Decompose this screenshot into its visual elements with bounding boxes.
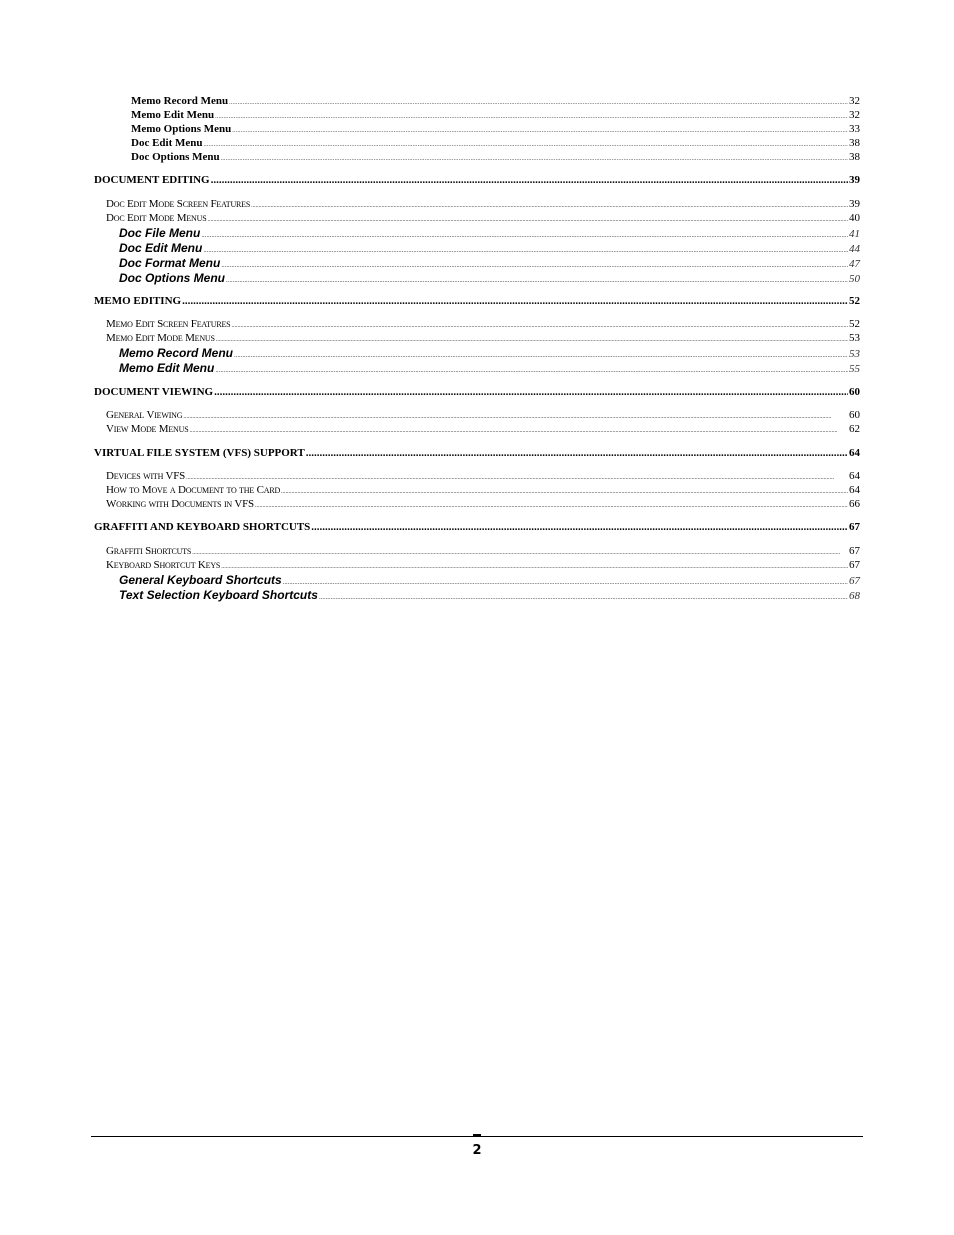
toc-entry[interactable]	[119, 361, 860, 375]
dot-leader	[215, 368, 848, 374]
toc-entry-title: VIRTUAL FILE SYSTEM (VFS) SUPPORT	[94, 447, 305, 459]
toc-entry-page: 67	[849, 545, 860, 557]
toc-entry-page: 40	[849, 212, 860, 224]
dot-leader	[251, 203, 848, 209]
toc-entry-page: 53	[849, 348, 860, 360]
page-number: 2	[472, 1143, 482, 1158]
toc-entry-page: 38	[849, 137, 860, 149]
dot-leader	[216, 337, 848, 343]
dot-leader	[186, 475, 848, 481]
toc-entry-page: 68	[849, 590, 860, 602]
dot-leader	[311, 521, 848, 533]
dot-leader	[192, 550, 848, 556]
toc-entry[interactable]	[119, 588, 860, 602]
toc-entry-title: Memo Options Menu	[131, 123, 232, 135]
toc-entry-title: DOCUMENT VIEWING	[94, 386, 214, 398]
toc-entry-page: 64	[849, 484, 860, 496]
dot-leader	[232, 128, 848, 134]
toc-entry-title: Doc Options Menu	[119, 271, 225, 285]
toc-entry-page: 50	[849, 273, 860, 285]
toc-entry[interactable]	[106, 409, 860, 421]
toc-entry-title: How to Move a Document to the Card	[106, 484, 281, 496]
toc-entry-title: DOCUMENT EDITING	[94, 174, 210, 186]
toc-entry-page: 41	[849, 228, 860, 240]
toc-entry[interactable]	[106, 318, 860, 330]
toc-entry-title: Doc File Menu	[119, 226, 201, 240]
toc-entry-title: Doc Options Menu	[131, 151, 220, 163]
toc-entry-page: 64	[849, 470, 860, 482]
dot-leader	[221, 263, 848, 269]
toc-entry[interactable]	[106, 332, 860, 344]
toc-entry-title: Doc Edit Menu	[119, 241, 203, 255]
toc-entry-page: 67	[849, 575, 860, 587]
dot-leader	[281, 489, 848, 495]
toc-entry-title: Doc Edit Mode Screen Features	[106, 198, 251, 210]
toc-entry[interactable]	[94, 174, 860, 186]
dot-leader	[183, 414, 848, 420]
toc-entry-title: View Mode Menus	[106, 423, 189, 435]
toc-entry[interactable]	[94, 447, 860, 459]
toc-entry-page: 44	[849, 243, 860, 255]
toc-entry-title: Graffiti Shortcuts	[106, 545, 192, 557]
toc-entry-title: Memo Edit Menu	[131, 109, 215, 121]
toc-entry[interactable]	[106, 470, 860, 482]
toc-entry-page: 47	[849, 258, 860, 270]
toc-entry-title: Doc Format Menu	[119, 256, 221, 270]
footer-tick-mark	[473, 1134, 481, 1136]
toc-entry-page: 38	[849, 151, 860, 163]
toc-entry-page: 55	[849, 363, 860, 375]
dot-leader	[215, 114, 848, 120]
toc-entry-title: Memo Record Menu	[119, 346, 234, 360]
toc-entry[interactable]	[106, 212, 860, 224]
toc-entry-title: Working with Documents in VFS	[106, 498, 254, 510]
dot-leader	[207, 217, 848, 223]
dot-leader	[189, 428, 848, 434]
toc-entry-page: 52	[849, 295, 860, 307]
dot-leader	[255, 503, 848, 509]
toc-entry-title: Memo Edit Menu	[119, 361, 215, 375]
toc-entry[interactable]	[131, 123, 860, 135]
toc-entry-title: MEMO EDITING	[94, 295, 182, 307]
dot-leader	[211, 174, 848, 186]
toc-entry[interactable]	[131, 95, 860, 107]
toc-entry[interactable]	[119, 271, 860, 285]
toc-entry-page: 39	[849, 198, 860, 210]
toc-entry-page: 60	[849, 409, 860, 421]
toc-entry-page: 67	[849, 559, 860, 571]
toc-entry[interactable]	[119, 256, 860, 270]
toc-entry[interactable]	[106, 498, 860, 510]
toc-entry-title: Memo Edit Screen Features	[106, 318, 231, 330]
toc-entry-page: 67	[849, 521, 860, 533]
toc-entry-page: 64	[849, 447, 860, 459]
dot-leader	[221, 564, 848, 570]
dot-leader	[306, 447, 848, 459]
toc-entry[interactable]	[94, 521, 860, 533]
toc-entry[interactable]	[119, 241, 860, 255]
toc-entry[interactable]	[119, 226, 860, 240]
toc-entry[interactable]	[106, 198, 860, 210]
toc-entry-title: Keyboard Shortcut Keys	[106, 559, 221, 571]
toc-entry[interactable]	[119, 346, 860, 360]
dot-leader	[229, 100, 848, 106]
toc-entry[interactable]	[106, 484, 860, 496]
toc-entry[interactable]	[131, 137, 860, 149]
toc-entry-page: 62	[849, 423, 860, 435]
dot-leader	[231, 323, 848, 329]
dot-leader	[214, 386, 848, 398]
toc-entry[interactable]	[131, 151, 860, 163]
dot-leader	[204, 142, 849, 148]
toc-entry-title: General Keyboard Shortcuts	[119, 573, 282, 587]
dot-leader	[283, 580, 848, 586]
toc-entry-title: Memo Edit Mode Menus	[106, 332, 215, 344]
dot-leader	[182, 295, 848, 307]
dot-leader	[201, 233, 848, 239]
toc-entry-page: 52	[849, 318, 860, 330]
toc-entry[interactable]	[94, 386, 860, 398]
toc-entry-page: 66	[849, 498, 860, 510]
toc-entry[interactable]	[119, 573, 860, 587]
toc-entry[interactable]	[94, 295, 860, 307]
toc-entry[interactable]	[106, 423, 860, 435]
toc-entry-title: Text Selection Keyboard Shortcuts	[119, 588, 318, 602]
toc-entry-page: 39	[849, 174, 860, 186]
toc-entry-page: 32	[849, 95, 860, 107]
toc-entry-page: 53	[849, 332, 860, 344]
footer-rule	[91, 1136, 863, 1137]
toc-entry-title: General Viewing	[106, 409, 183, 421]
toc-entry[interactable]	[106, 545, 860, 557]
toc-entry[interactable]	[106, 559, 860, 571]
toc-entry-page: 32	[849, 109, 860, 121]
toc-entry-title: Memo Record Menu	[131, 95, 229, 107]
toc-entry-page: 60	[849, 386, 860, 398]
dot-leader	[319, 595, 848, 601]
toc-entry-title: Doc Edit Menu	[131, 137, 203, 149]
dot-leader	[226, 278, 848, 284]
dot-leader	[234, 353, 848, 359]
toc-entry[interactable]	[131, 109, 860, 121]
dot-leader	[203, 248, 848, 254]
toc-entry-title: Doc Edit Mode Menus	[106, 212, 207, 224]
toc-entry-title: GRAFFITI AND KEYBOARD SHORTCUTS	[94, 521, 311, 533]
toc-entry-page: 33	[849, 123, 860, 135]
dot-leader	[221, 156, 848, 162]
toc-entry-title: Devices with VFS	[106, 470, 186, 482]
